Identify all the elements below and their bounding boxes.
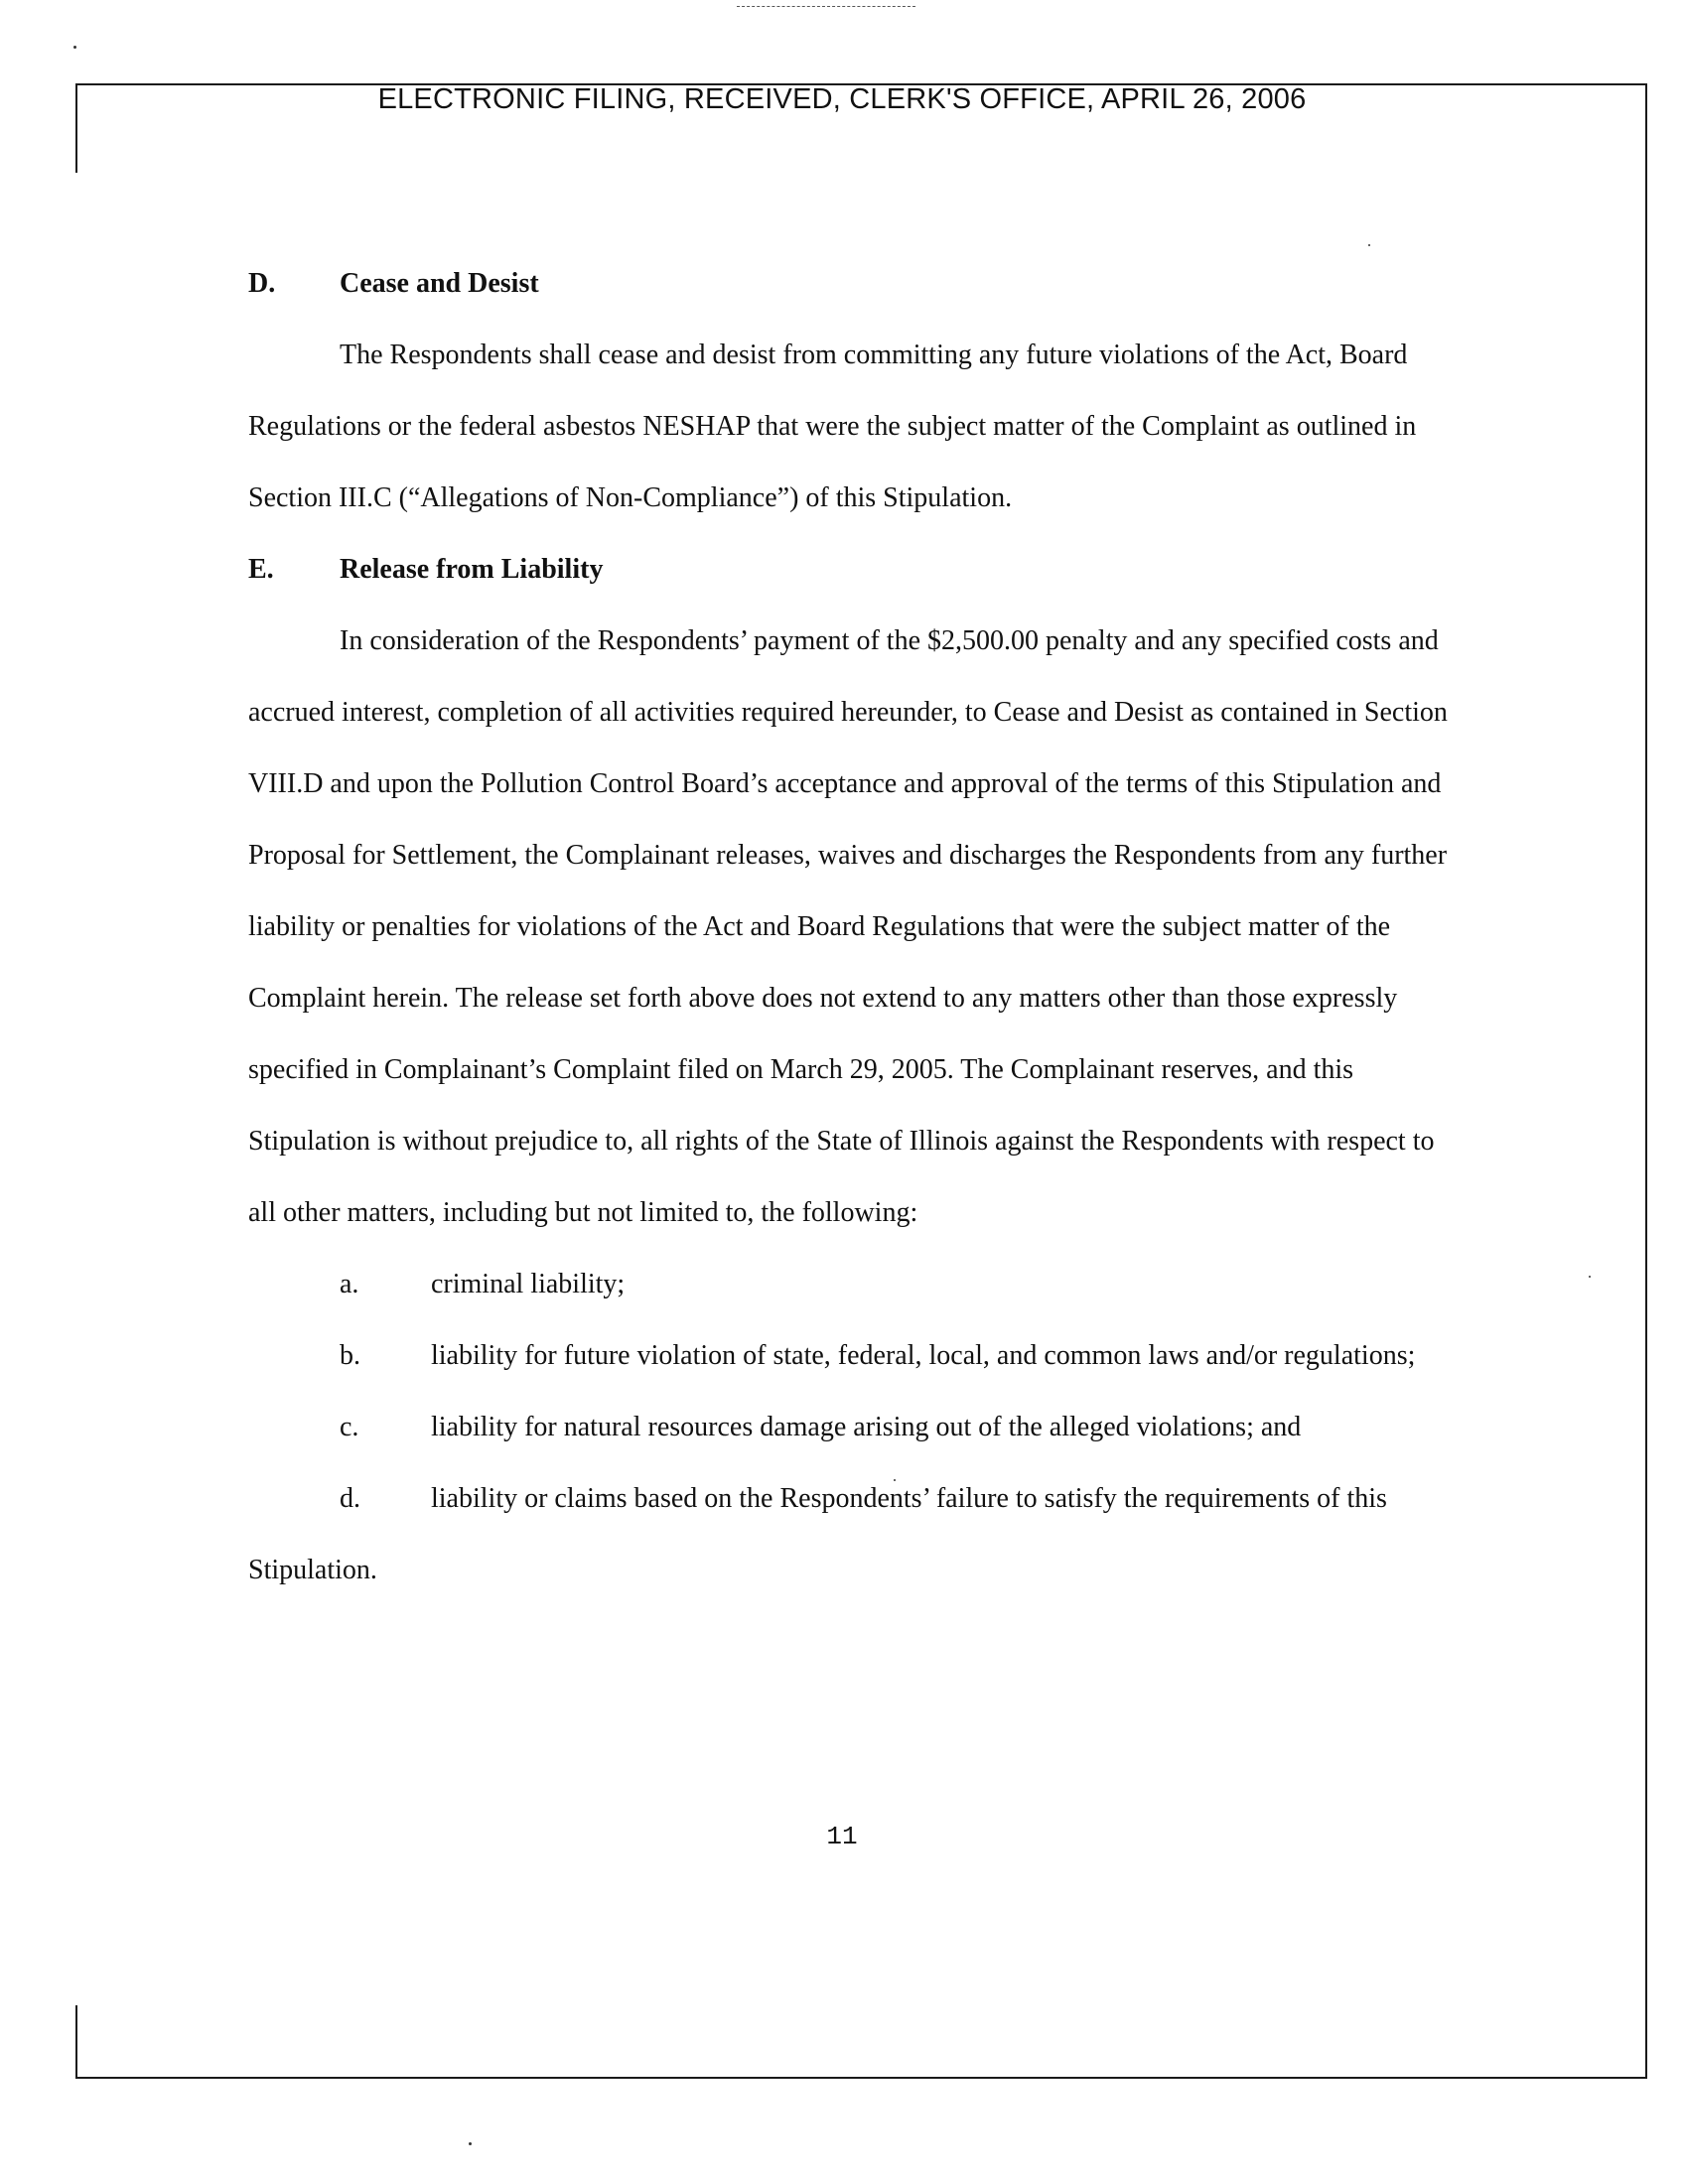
list-item-text: criminal liability; <box>431 1269 626 1299</box>
page-number: 11 <box>826 1822 858 1851</box>
list-item-text: liability for future violation of state, federal, local, and common laws and/or regulations; <box>431 1340 1416 1371</box>
frame-border-bottom <box>75 2077 1647 2079</box>
list-item-marker: b. <box>340 1340 360 1371</box>
list-item <box>248 1392 1456 1463</box>
scan-speck <box>73 46 76 49</box>
list-item <box>248 1249 1456 1320</box>
scan-speck <box>469 2142 472 2145</box>
scan-speck <box>1589 1276 1591 1278</box>
list-item-text: liability for natural resources damage arising out of the alleged violations; and <box>431 1412 1302 1442</box>
list-item-marker: d. <box>340 1483 360 1514</box>
section-d-letter: D. <box>248 268 276 299</box>
section-d-heading <box>248 248 1456 320</box>
list-item-text: liability or claims based on the Respondents’ failure to satisfy the requirements of this Stipulation. <box>248 1483 1387 1585</box>
document-body <box>248 248 1456 1606</box>
section-d-title: Cease and Desist <box>340 268 539 299</box>
section-e-title: Release from Liability <box>340 554 604 585</box>
list-item <box>248 1320 1456 1392</box>
section-e-paragraph: In consideration of the Respondents’ payment of the $2,500.00 penalty and any specified costs and accrued interest, completion of all activities required hereunder, to Cease and Desist as contained in Section VIII.D and upon the Pollution Control Board’s acceptance and approval of the terms of this Stipulation and Proposal for Settlement, the Complainant releases, waives and discharges the Respondents from any further liability or penalties for violations of the Act and Board Regulations that were the subject matter of the Complaint herein. The release set forth above does not extend to any matters other than those expressly specified in Complainant’s Complaint filed on March 29, 2005. The Complainant reserves, and this Stipulation is without prejudice to, all rights of the State of Illinois against the Respondents with respect to all other matters, including but not limited to, the following: <box>248 625 1448 1228</box>
scan-artifact-dash <box>737 6 915 8</box>
list-item <box>248 1463 1456 1606</box>
section-e-letter: E. <box>248 554 274 585</box>
frame-border-right <box>1645 83 1647 2079</box>
scan-speck <box>1368 244 1370 246</box>
list-item-marker: a. <box>340 1269 359 1299</box>
section-d-paragraph: The Respondents shall cease and desist from committing any future violations of the Act, Board Regulations or the federal asbestos NESHAP that were the subject matter of the Complaint as outlined in Section III.C (“Allegations of Non-Compliance”) of this Stipulation. <box>248 340 1417 513</box>
filing-header: ELECTRONIC FILING, RECEIVED, CLERK'S OFFICE, APRIL 26, 2006 <box>377 83 1307 115</box>
frame-border-left-lower <box>75 2005 77 2079</box>
list-item-marker: c. <box>340 1412 359 1442</box>
section-e-heading <box>248 534 1456 606</box>
